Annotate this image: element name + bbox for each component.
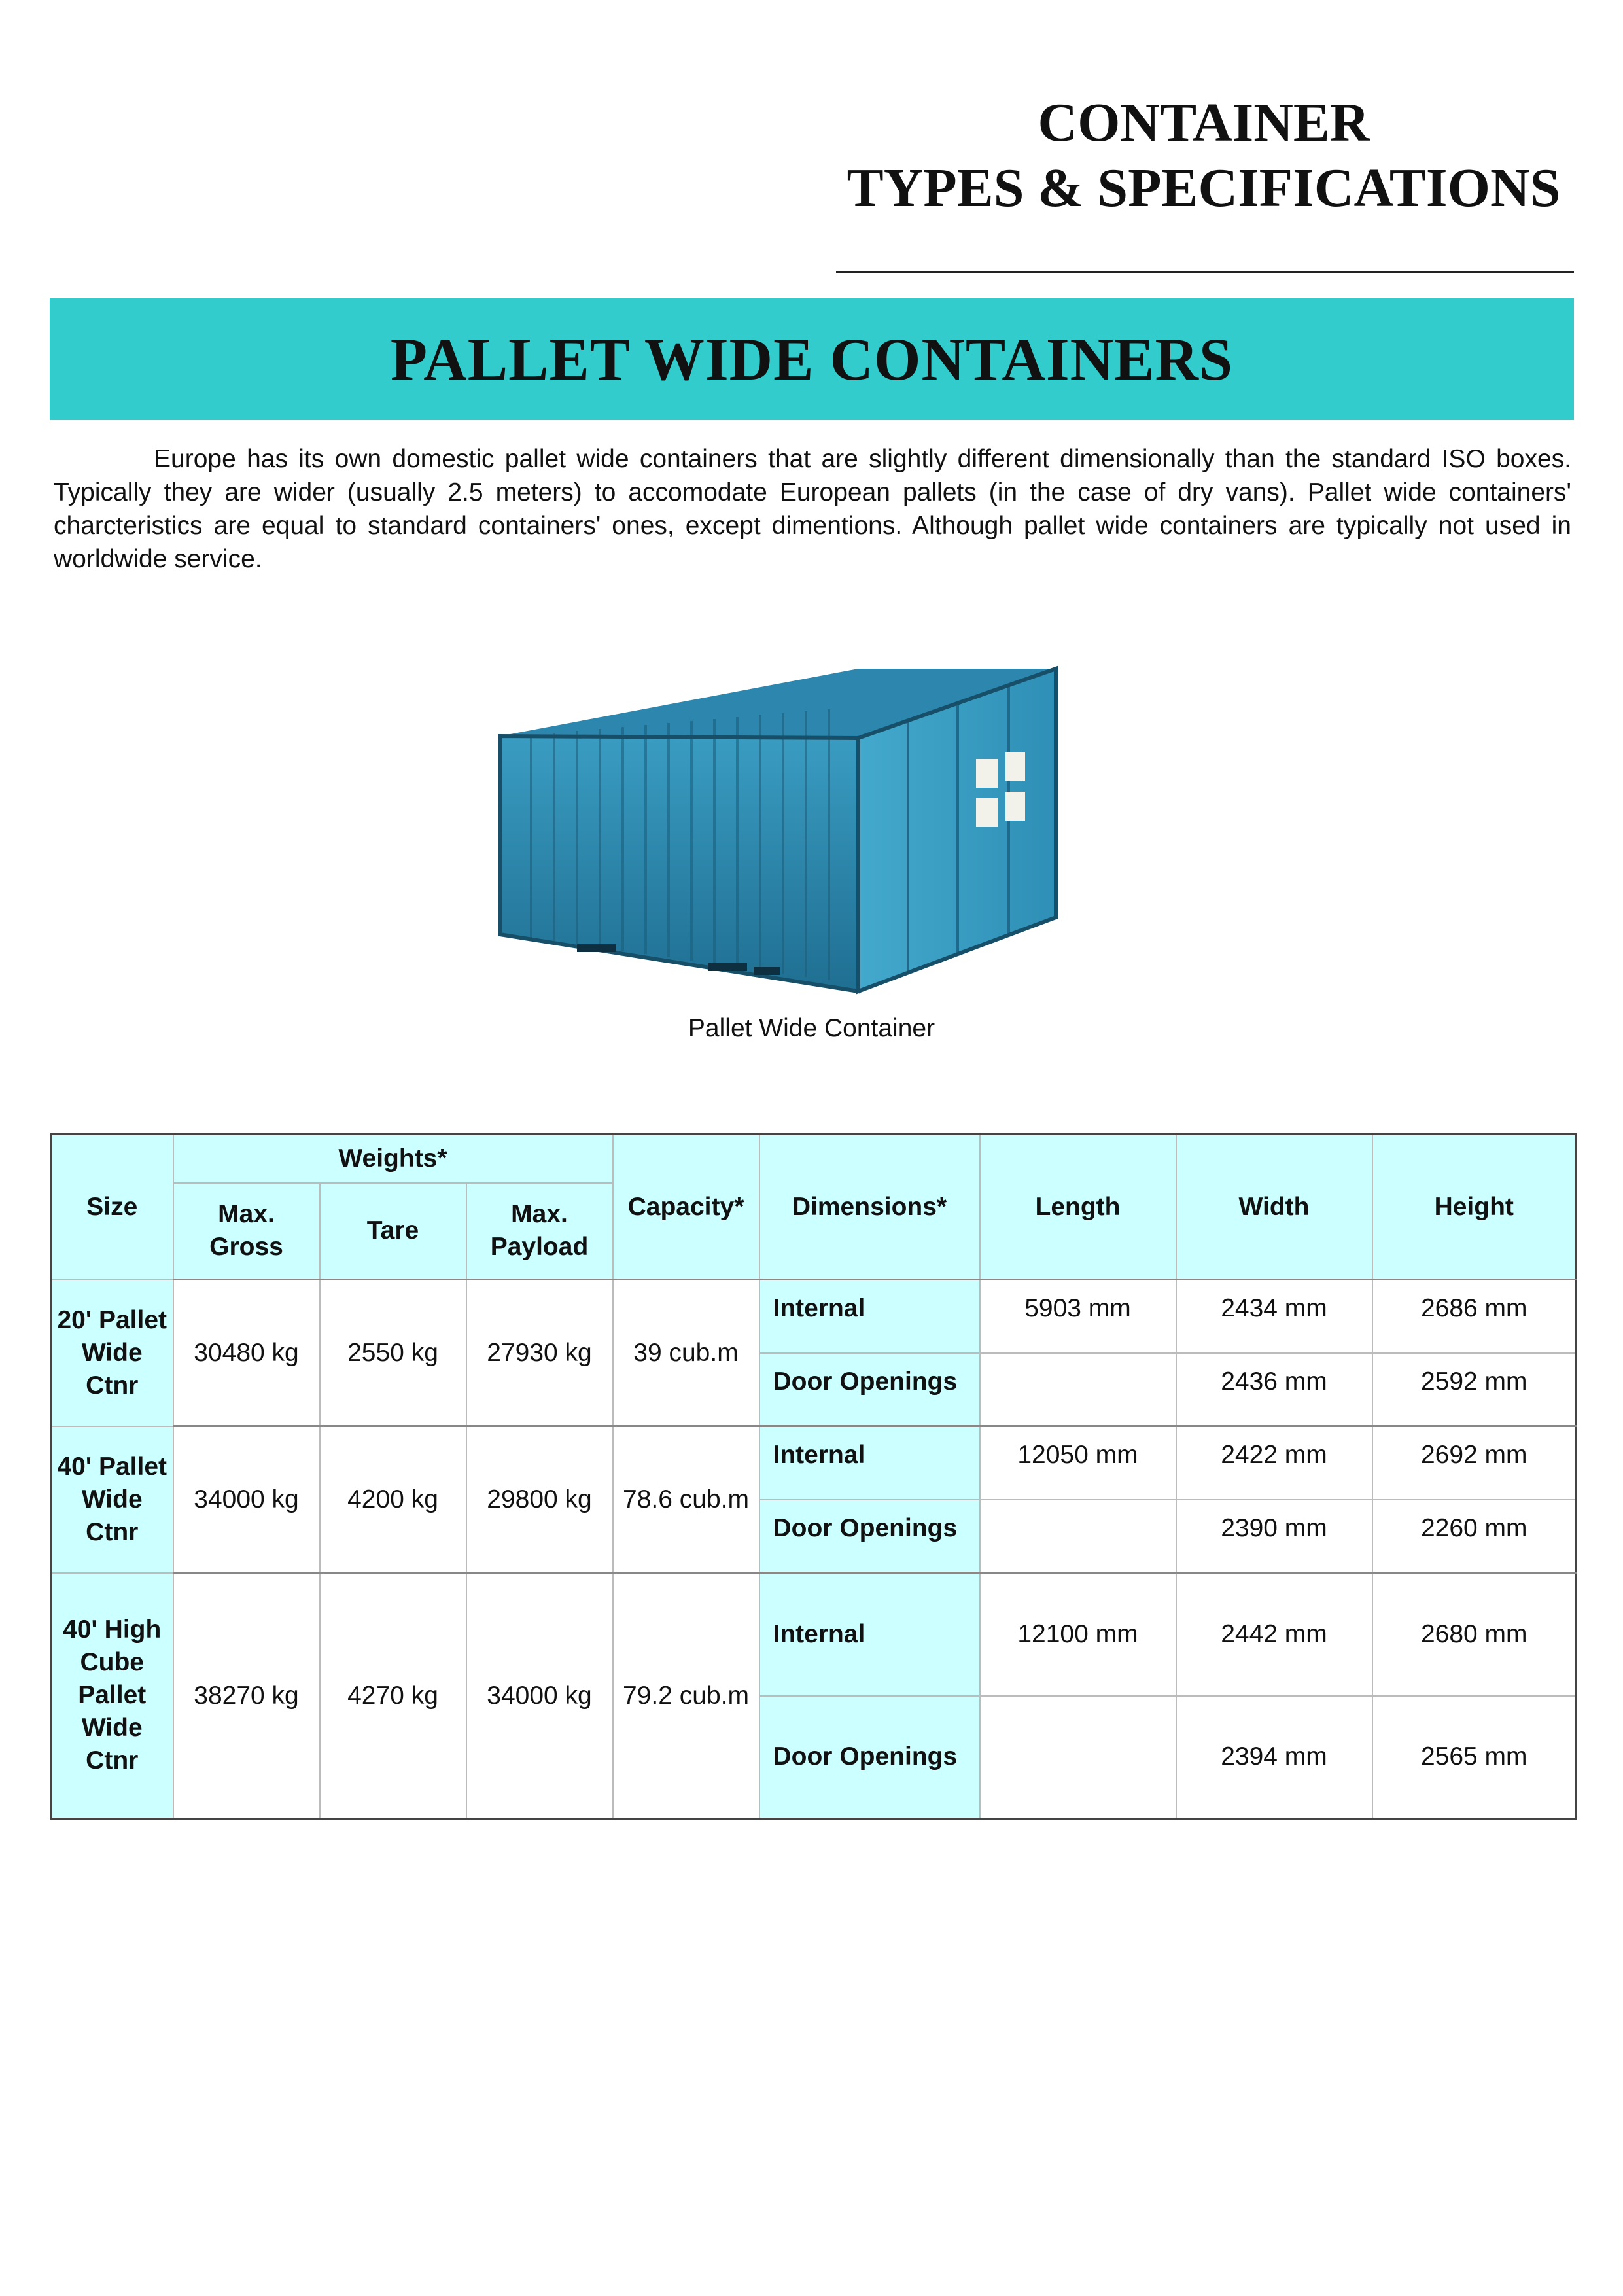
section-title: PALLET WIDE CONTAINERS xyxy=(390,326,1234,393)
dimension-label: Door Openings xyxy=(759,1500,980,1573)
dimension-label: Internal xyxy=(759,1280,980,1353)
width-cell: 2436 mm xyxy=(1176,1353,1372,1426)
length-cell: 12100 mm xyxy=(980,1573,1176,1696)
header-width: Width xyxy=(1176,1135,1372,1280)
max-gross-cell: 30480 kg xyxy=(173,1280,320,1426)
max-payload-cell: 29800 kg xyxy=(466,1426,613,1573)
table-row xyxy=(51,1573,1577,1696)
document-title-line2: TYPES & SPECIFICATIONS xyxy=(846,158,1561,219)
max-payload-cell: 34000 kg xyxy=(466,1573,613,1819)
length-cell: 12050 mm xyxy=(980,1426,1176,1500)
tare-cell: 2550 kg xyxy=(320,1280,466,1426)
length-cell xyxy=(980,1500,1176,1573)
intro-paragraph: Europe has its own domestic pallet wide containers that are slightly different dimensionally than the standard ISO boxes. Typically they are wider (usually 2.5 meters) to accomodate European pallets (in the case of dry vans). Pallet wide containers' charcteristics are equal to standard containers' ones, except dimentions. Although pallet wide containers are typically not used in worldwide service. xyxy=(54,445,1571,573)
container-figure xyxy=(492,661,1089,1001)
capacity-cell: 39 cub.m xyxy=(613,1280,759,1426)
table-row xyxy=(51,1426,1577,1500)
width-cell: 2422 mm xyxy=(1176,1426,1372,1500)
height-cell: 2692 mm xyxy=(1372,1426,1577,1500)
max-gross-cell: 38270 kg xyxy=(173,1573,320,1819)
header-length: Length xyxy=(980,1135,1176,1280)
table-row xyxy=(51,1280,1577,1353)
header-dimensions: Dimensions* xyxy=(759,1135,980,1280)
height-cell: 2260 mm xyxy=(1372,1500,1577,1573)
size-cell: 40' High Cube Pallet Wide Ctnr xyxy=(51,1573,173,1819)
tare-cell: 4200 kg xyxy=(320,1426,466,1573)
height-cell: 2686 mm xyxy=(1372,1280,1577,1353)
header-max-payload: Max. Payload xyxy=(466,1183,613,1280)
capacity-cell: 79.2 cub.m xyxy=(613,1573,759,1819)
section-banner xyxy=(50,298,1574,420)
header-height: Height xyxy=(1372,1135,1577,1280)
figure-caption: Pallet Wide Container xyxy=(688,1014,935,1042)
tare-cell: 4270 kg xyxy=(320,1573,466,1819)
length-cell xyxy=(980,1696,1176,1819)
document-title-line1: CONTAINER xyxy=(1038,92,1370,153)
max-gross-cell: 34000 kg xyxy=(173,1426,320,1573)
height-cell: 2680 mm xyxy=(1372,1573,1577,1696)
header-capacity: Capacity* xyxy=(613,1135,759,1280)
header-size: Size xyxy=(51,1135,173,1280)
size-cell: 20' Pallet Wide Ctnr xyxy=(51,1280,173,1426)
width-cell: 2442 mm xyxy=(1176,1573,1372,1696)
dimension-label: Door Openings xyxy=(759,1353,980,1426)
height-cell: 2592 mm xyxy=(1372,1353,1577,1426)
width-cell: 2394 mm xyxy=(1176,1696,1372,1819)
size-cell: 40' Pallet Wide Ctnr xyxy=(51,1426,173,1573)
width-cell: 2434 mm xyxy=(1176,1280,1372,1353)
capacity-cell: 78.6 cub.m xyxy=(613,1426,759,1573)
height-cell: 2565 mm xyxy=(1372,1696,1577,1819)
length-cell xyxy=(980,1353,1176,1426)
dimension-label: Internal xyxy=(759,1426,980,1500)
header-max-gross: Max. Gross xyxy=(173,1183,320,1280)
header-tare: Tare xyxy=(320,1183,466,1280)
specifications-table xyxy=(50,1133,1577,1820)
max-payload-cell: 27930 kg xyxy=(466,1280,613,1426)
length-cell: 5903 mm xyxy=(980,1280,1176,1353)
title-divider xyxy=(836,271,1574,273)
width-cell: 2390 mm xyxy=(1176,1500,1372,1573)
dimension-label: Door Openings xyxy=(759,1696,980,1819)
header-weights: Weights* xyxy=(173,1135,613,1183)
shipping-container-icon xyxy=(492,661,1089,1001)
dimension-label: Internal xyxy=(759,1573,980,1696)
